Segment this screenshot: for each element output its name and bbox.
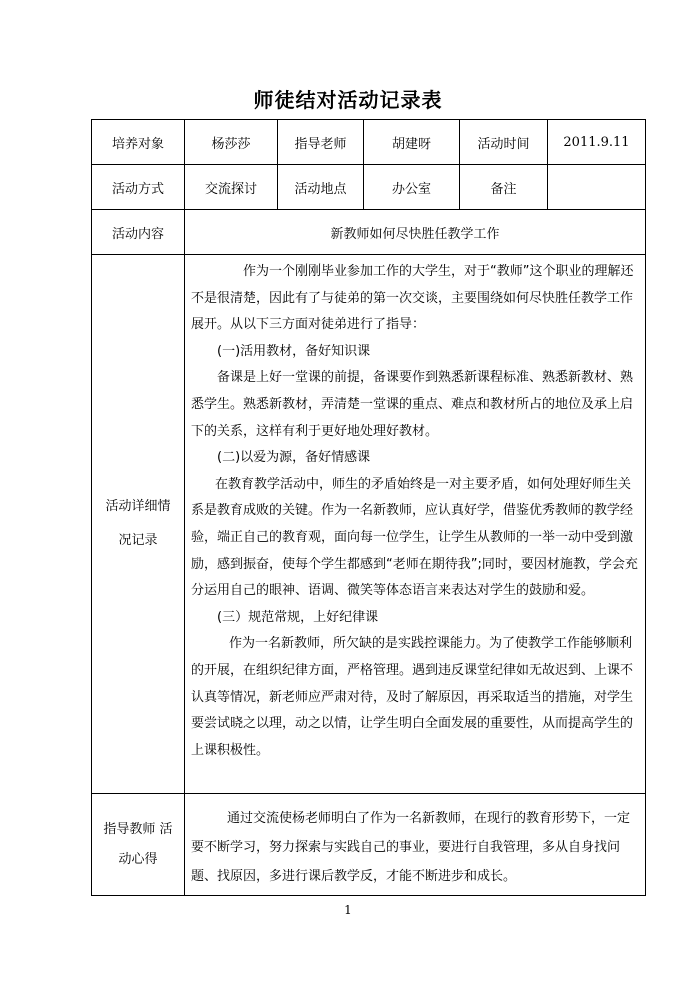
- time-label: 活动时间: [460, 120, 548, 165]
- details-body: [185, 255, 646, 794]
- trainee-value: 杨莎莎: [185, 120, 278, 165]
- table-row: [92, 165, 646, 210]
- place-label: 活动地点: [278, 165, 364, 210]
- activity-record-table: [91, 119, 646, 896]
- remark-value: [548, 165, 646, 210]
- remark-label: 备注: [460, 165, 548, 210]
- reflection-body: [185, 794, 646, 896]
- details-heading-2: (二)以爱为源，备好情感课: [217, 450, 371, 466]
- page-number: 1: [344, 903, 352, 917]
- place-value: 办公室: [364, 165, 460, 210]
- details-heading-3: (三）规范常规，上好纪律课: [217, 609, 379, 625]
- reflection-label-line1: 指导教师 活: [103, 821, 173, 837]
- details-paragraph-2: 在教育教学活动中，师生的矛盾始终是一对主要矛盾，如何处理好师生关系是教育成败的关键。作为一名新教师，应认真好学，借鉴优秀教师的教学经验，端正自己的教育观，面向每一位学生，让学生从教师的一举一动中受到激励，感到振奋，使每个学生都感到“老师在期待我”;同时，要因材施教，学会充分运用自己的眼神、语调、微笑等体态语言来表达对学生的鼓励和爱。: [191, 476, 638, 599]
- content-value: 新教师如何尽快胜任教学工作: [185, 210, 646, 255]
- table-row: [92, 794, 646, 896]
- mentor-value: 胡建呀: [364, 120, 460, 165]
- document-title: 师徒结对活动记录表: [253, 88, 443, 112]
- details-paragraph-1: 备课是上好一堂课的前提，备课要作到熟悉新课程标准、熟悉新教材、熟悉学生。熟悉新教材，弄清楚一堂课的重点、难点和教材所占的地位及承上启下的关系，这样有利于更好地处理好教材。: [191, 370, 634, 439]
- time-value: 2011.9.11: [548, 120, 646, 165]
- trainee-label: 培养对象: [92, 120, 185, 165]
- table-row: [92, 255, 646, 794]
- details-label: [92, 255, 185, 794]
- details-paragraph-3: 作为一名新教师，所欠缺的是实践控课能力。为了使教学工作能够顺利的开展，在组织纪律方面，严格管理。遇到违反课堂纪律如无故迟到、上课不认真等情况，新老师应严肃对待，及时了解原因，再采取适当的措施，对学生要尝试晓之以理，动之以情，让学生明白全面发展的重要性，从而提高学生的上课积极性。: [191, 636, 634, 758]
- reflection-text: 通过交流使杨老师明白了作为一名新教师，在现行的教育形势下，一定要不断学习，努力探索与实践自己的事业，要进行自我管理，多从自身找问题、找原因，多进行课后教学反，才能不断进步和成长。: [191, 811, 631, 884]
- details-heading-1: (一)活用教材，备好知识课: [217, 343, 371, 359]
- details-label-line2: 况记录: [118, 533, 158, 548]
- table-row: [92, 120, 646, 165]
- content-label: 活动内容: [92, 210, 185, 255]
- reflection-label: [92, 794, 185, 896]
- method-label: 活动方式: [92, 165, 185, 210]
- mentor-label: 指导老师: [278, 120, 364, 165]
- method-value: 交流探讨: [185, 165, 278, 210]
- table-row: [92, 210, 646, 255]
- details-label-line1: 活动详细情: [105, 499, 171, 514]
- reflection-label-line2: 动心得: [118, 851, 158, 867]
- details-intro: 作为一个刚刚毕业参加工作的大学生，对于“教师”这个职业的理解还不是很清楚，因此有了与徒弟的第一次交谈，主要围绕如何尽快胜任教学工作展开。从以下三方面对徒弟进行了指导：: [191, 264, 634, 333]
